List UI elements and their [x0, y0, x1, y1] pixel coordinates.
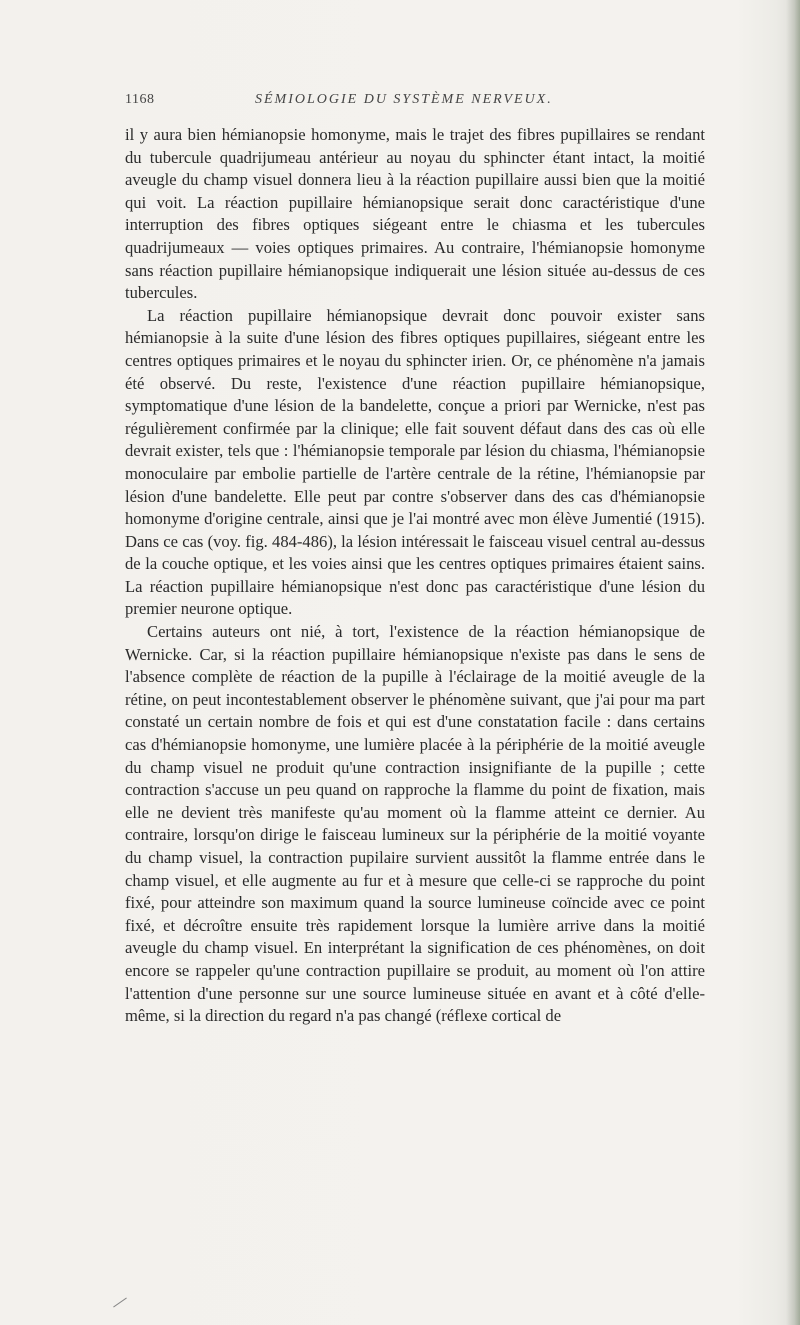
page-edge-shadow	[786, 0, 800, 1325]
paragraph-3: Certains auteurs ont nié, à tort, l'existence de la réaction hémianopsique de Wernicke. Car, si la réaction pupillaire hémianopsique n'existe pas dans le sens de l'absence complète de réaction de la pupille à l'éclairage de la moitié aveugle de la rétine, on peut incontestablement observer le phénomène suivant, que j'ai pour ma part constaté un certain nombre de fois et qui est d'une constatation facile : dans certains cas d'hémianopsie homonyme, une lumière placée à la périphérie de la moitié aveugle du champ visuel ne produit qu'une contraction insignifiante de la pupille ; cette contraction s'accuse un peu quand on rapproche la flamme du point de fixation, mais elle ne devient très manifeste qu'au moment où la flamme atteint ce dernier. Au contraire, lorsqu'on dirige le faisceau lumineux sur la périphérie de la moitié voyante du champ visuel, la contraction pupilaire survient aussitôt la flamme entrée dans le champ visuel, et elle augmente au fur et à mesure que celle-ci se rapproche du point fixé, pour atteindre son maximum quand la source lumineuse coïncide avec ce point fixé, et décroître ensuite très rapidement lorsque la lumière arrive dans la moitié aveugle du champ visuel. En interprétant la signification de ces phénomènes, on doit encore se rappeler qu'une contraction pupillaire se produit, au moment où l'on attire l'attention d'une personne sur une source lumineuse située en avant et à côté d'elle-même, si la direction du regard n'a pas changé (réflexe cortical de	[125, 622, 705, 1026]
body-text	[125, 124, 705, 1028]
paragraph-2: La réaction pupillaire hémianopsique devrait donc pouvoir exister sans hémianopsie à la suite d'une lésion des fibres optiques pupillaires, siégeant entre les centres optiques primaires et le noyau du sphincter irien. Or, ce phénomène n'a jamais été observé. Du reste, l'existence d'une réaction pupillaire hémianopsique, symptomatique d'une lésion de la bandelette, conçue a priori par Wernicke, n'est pas régulièrement confirmée par la clinique; elle fait souvent défaut dans des cas où elle devrait exister, tels que : l'hémianopsie temporale par lésion du chiasma, l'hémianopsie monoculaire par embolie partielle de l'artère centrale de la rétine, l'hémianopsie par lésion d'une bandelette. Elle peut par contre s'observer dans des cas d'hémianopsie homonyme d'origine centrale, ainsi que je l'ai montré avec mon élève Jumentié (1915). Dans ce cas (voy. fig. 484-486), la lésion intéressait le faisceau visuel central au-dessus de la couche optique, et les voies ainsi que les centres optiques primaires étaient sains. La réaction pupillaire hémianopsique n'est donc pas caractéristique d'une lésion du premier neurone optique.	[125, 305, 705, 619]
running-head	[125, 92, 705, 114]
page-number: 1168	[125, 92, 155, 107]
paragraph-1: il y aura bien hémianopsie homonyme, mais le trajet des fibres pupillaires se rendant du tubercule quadrijumeau antérieur au noyau du sphincter étant intact, la moitié aveugle du champ visuel donnera lieu à la réaction pupillaire aussi bien que la moitié qui voit. La réaction pupillaire hémianopsique serait donc caractéristique d'une interruption des fibres optiques siégeant entre le chiasma et les tubercules quadrijumeaux — voies optiques primaires. Au contraire, l'hémianopsie homonyme sans réaction pupillaire hémianopsique indiquerait une lésion située au-dessus de ces tubercules.	[125, 125, 705, 303]
stray-pencil-mark	[113, 1298, 127, 1308]
chapter-title: SÉMIOLOGIE DU SYSTÈME NERVEUX.	[255, 92, 553, 107]
